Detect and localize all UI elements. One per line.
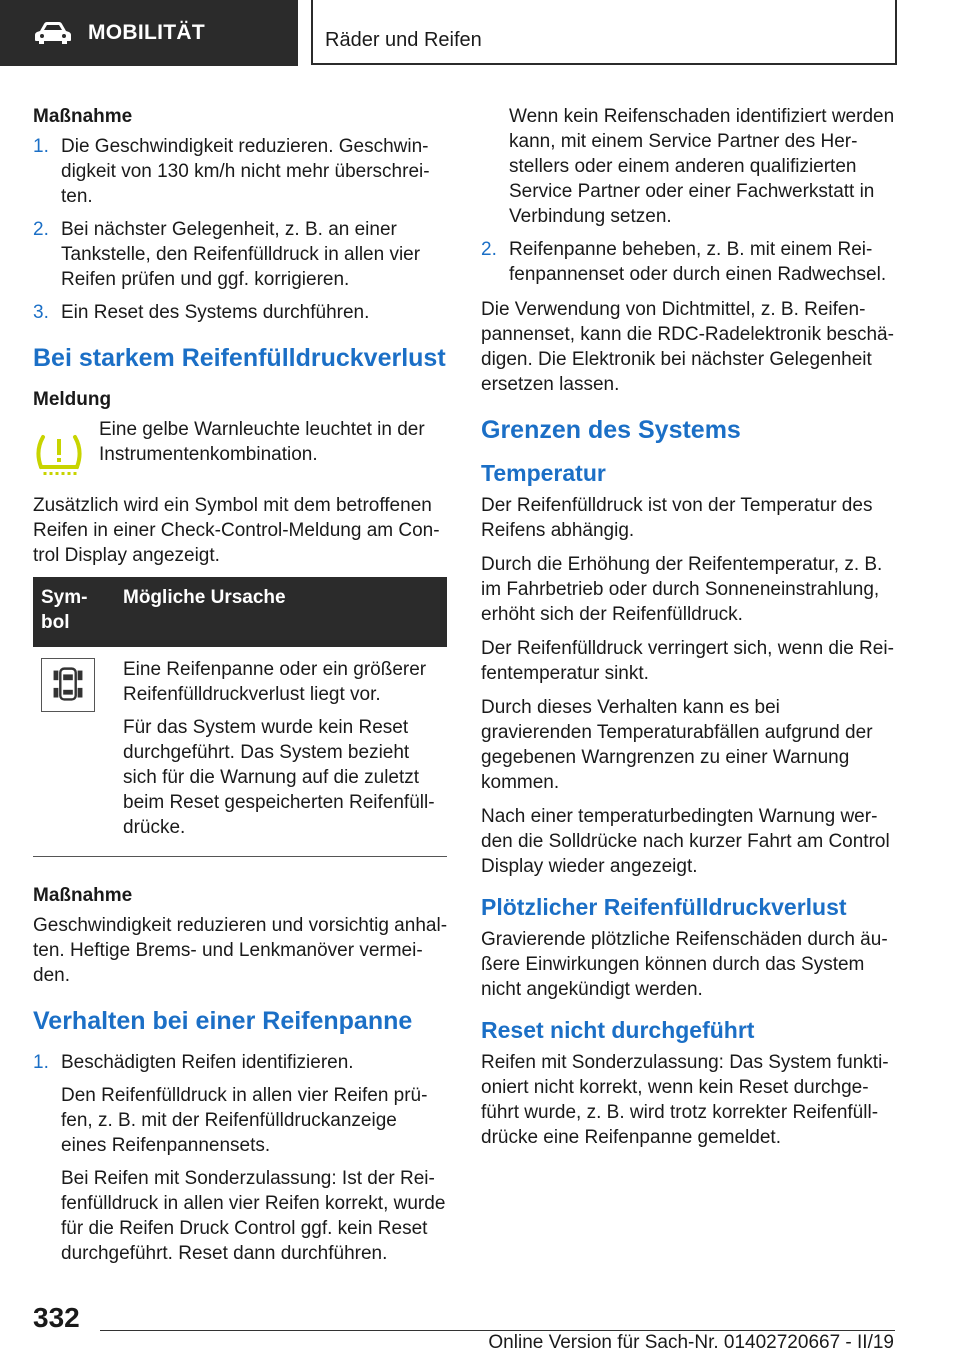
step-number: 3. [33, 302, 49, 323]
step-text: Bei nächster Gelegenheit, z. B. an einer Tankstelle, den Reifenfülldruck in allen vier Reifen prüfen und ggf. korrigieren. [61, 219, 421, 290]
section-title: MOBILITÄT [88, 21, 206, 44]
list-item [33, 217, 447, 292]
flat-tire-steps [33, 1050, 447, 1266]
left-column [33, 104, 447, 1276]
warning-light-row [33, 417, 447, 481]
heading-flat-tire: Verhalten bei einer Reifenpanne [33, 1007, 413, 1035]
paragraph: Geschwindigkeit reduzieren und vorsichtig anhalten. Heftige Brems- und Lenkmanöver vermeiden. [33, 915, 448, 986]
heading-strong-loss: Bei starkem Reifenfülldruckverlust [33, 344, 446, 372]
paragraph: Der Reifenfülldruck verringert sich, wenn die Reifentemperatur sinkt. [481, 638, 894, 684]
message-label: Meldung [33, 389, 112, 410]
heading-reset-not-done: Reset nicht durchgeführt [481, 1017, 755, 1043]
column-header-symbol: Symbol [33, 577, 115, 647]
paragraph: Reifen mit Sonderzulassung: Das System funktioniert nicht korrekt, wenn kein Reset durchgeführt wurde, z. B. wird trotz korrekter Reifenfülldrücke eine Reifenpanne gemeldet. [481, 1052, 889, 1148]
symbol-cell [33, 647, 115, 857]
footer-note: Online Version für Sach-Nr. 01402720667 - II/19 [488, 1332, 894, 1353]
measure-label: Maßnahme [33, 106, 133, 127]
flat-tire-steps-continued [481, 104, 895, 287]
step-number: 1. [33, 136, 49, 157]
heading-sudden-loss: Plötzlicher Reifenfülldruckverlust [481, 894, 847, 920]
step-text: Reifenpanne beheben, z. B. mit einem Reifenpannenset oder durch einen Radwechsel. [509, 239, 887, 285]
step-text: Bei Reifen mit Sonderzulassung: Ist der Reifenfülldruck in allen vier Reifen korrekt, wurde für die Reifen Druck Control ggf. kein Reset durchgeführt. Reset dann durchführen. [61, 1168, 446, 1264]
step-number: 1. [33, 1052, 49, 1073]
right-column [481, 104, 895, 1159]
chapter-title: Räder und Reifen [325, 29, 482, 51]
paragraph: Gravierende plötzliche Reifenschäden durch äußere Einwirkungen können durch das System nicht angekündigt werden. [481, 929, 888, 1000]
footer-divider [100, 1330, 895, 1331]
paragraph: Die Verwendung von Dichtmittel, z. B. Reifenpannenset, kann die RDC-Radelektronik beschädigen. Die Elektronik bei nächster Gelegenheit ersetzen lassen. [481, 299, 894, 395]
cause-text: Eine Reifenpanne oder ein größerer Reifenfülldruckverlust liegt vor. [123, 659, 427, 705]
symbol-table [33, 577, 447, 857]
heading-system-limits: Grenzen des Systems [481, 416, 741, 444]
tire-pressure-warning-icon [33, 429, 85, 481]
page-header [0, 0, 960, 66]
list-item [481, 104, 895, 229]
paragraph: Der Reifenfülldruck ist von der Temperatur des Reifens abhängig. [481, 495, 873, 541]
page-footer [0, 1290, 960, 1362]
warning-light-text: Eine gelbe Warnleuchte leuchtet in der Instrumentenkombination. [99, 419, 425, 465]
step-number: 2. [33, 219, 49, 240]
cause-text: Für das System wurde kein Reset durchgeführt. Das System bezieht sich für die Warnung auf die zuletzt beim Reset gespeicherten Reifenfülldrücke. [123, 717, 435, 838]
measure-label: Maßnahme [33, 885, 133, 906]
paragraph: Zusätzlich wird ein Symbol mit dem betroffenen Reifen in einer Check-Control-Meldung am Control Display angezeigt. [33, 495, 440, 566]
table-header-row [33, 577, 447, 647]
step-text: Ein Reset des Systems durchführen. [61, 302, 370, 323]
heading-temperature: Temperatur [481, 460, 606, 486]
step-number: 2. [481, 239, 497, 260]
tire-pressure-car-symbol-icon [42, 659, 94, 711]
step-text: Wenn kein Reifenschaden identifiziert werden kann, mit einem Service Partner des Herstellers oder einem anderen qualifizierten Service Partner oder einer Fachwerkstatt in Verbindung setzen. [509, 106, 895, 227]
paragraph: Durch dieses Verhalten kann es bei gravierenden Temperaturabfällen aufgrund der gegebenen Warngrenzen zu einer Warnung kommen. [481, 697, 873, 793]
step-text: Den Reifenfülldruck in allen vier Reifen prüfen, z. B. mit der Reifenfülldruckanzeige eines Reifenpannensets. [61, 1085, 428, 1156]
cause-cell [115, 647, 447, 857]
chapter-box [311, 0, 897, 65]
section-tab [0, 0, 298, 66]
list-item [33, 300, 447, 325]
paragraph: Nach einer temperaturbedingten Warnung werden die Solldrücke nach kurzer Fahrt am Control Display wieder angezeigt. [481, 806, 890, 877]
symbol-frame [41, 658, 95, 712]
step-text: Die Geschwindigkeit reduzieren. Geschwindigkeit von 130 km/h nicht mehr überschreiten. [61, 136, 430, 207]
paragraph: Durch die Erhöhung der Reifentemperatur, z. B. im Fahrbetrieb oder durch Sonneneinstrahlung, erhöht sich der Reifenfülldruck. [481, 554, 883, 625]
table-row [33, 647, 447, 857]
measure-steps [33, 134, 447, 325]
list-item [481, 237, 895, 287]
car-icon [34, 21, 72, 45]
list-item [33, 1050, 447, 1266]
list-item [33, 134, 447, 209]
column-header-cause: Mögliche Ursache [115, 577, 447, 647]
step-text: Beschädigten Reifen identifizieren. [61, 1052, 354, 1073]
page-number: 332 [33, 1302, 80, 1333]
